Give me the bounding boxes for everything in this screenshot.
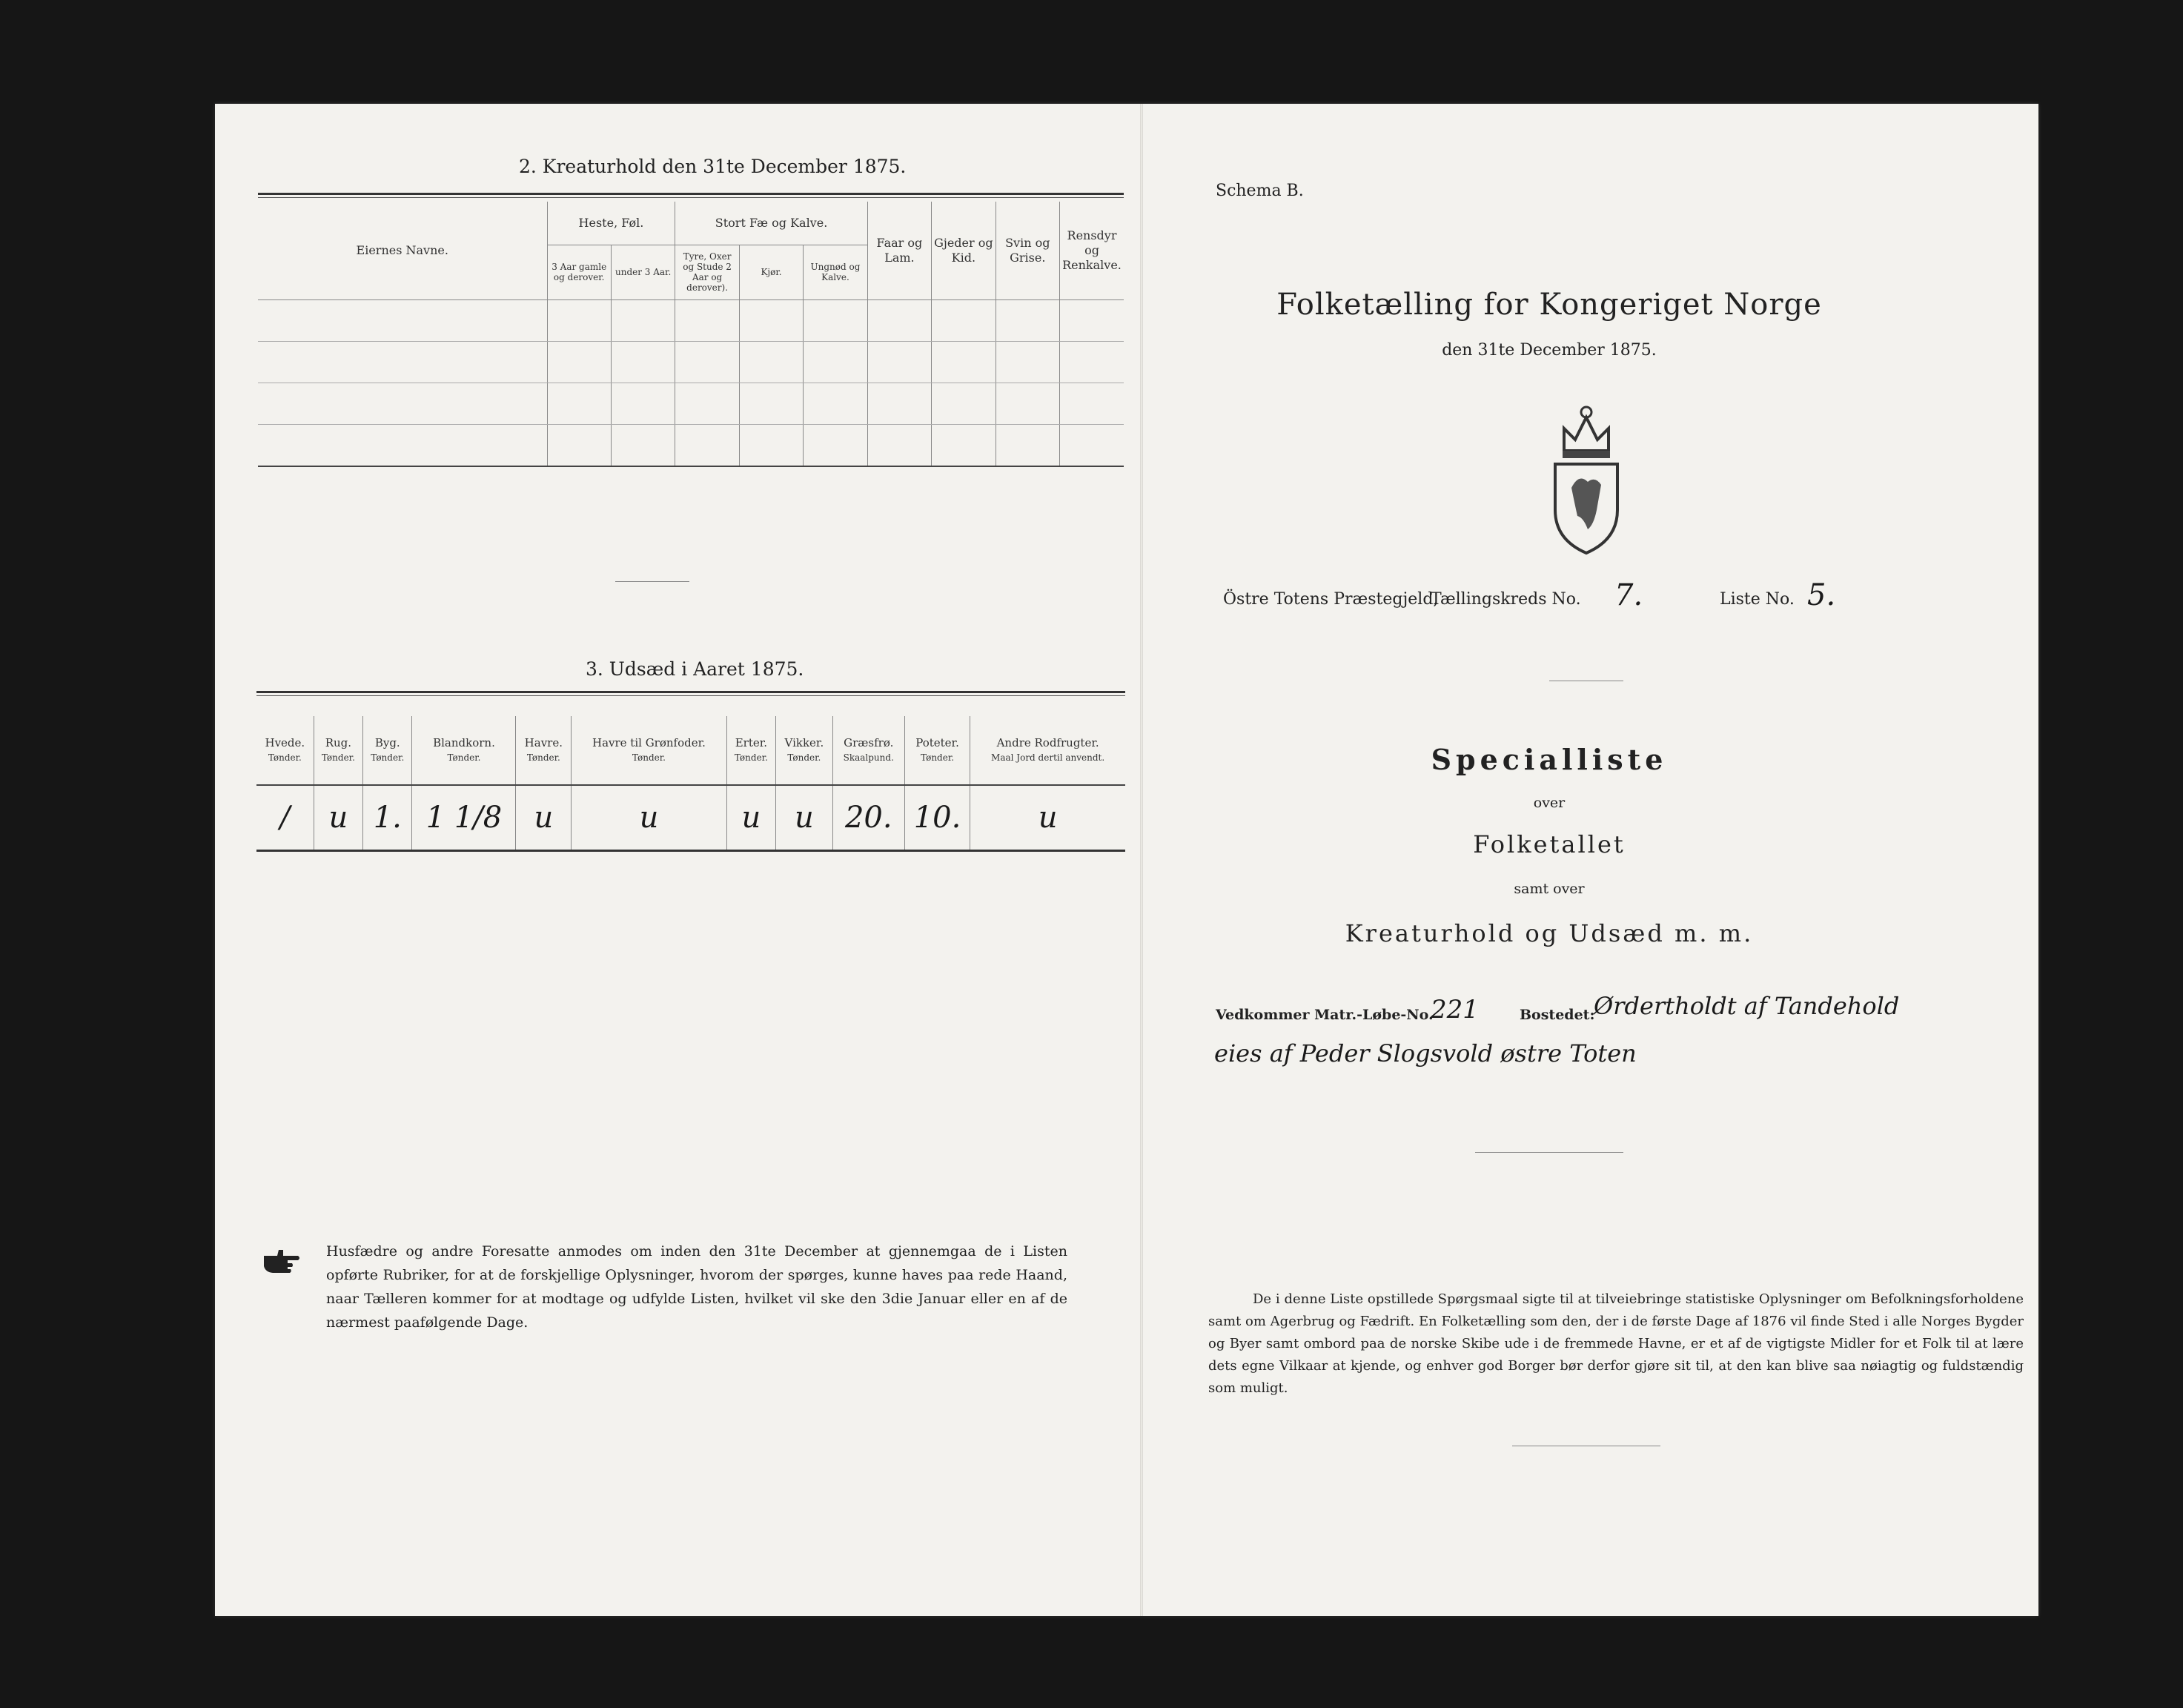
seed-column-name: Blandkorn. xyxy=(433,736,495,749)
seed-value-cell: 1 1/8 xyxy=(412,785,516,851)
matr-label: Vedkommer Matr.-Løbe-No. xyxy=(1216,1007,1434,1023)
seed-column-header xyxy=(832,716,904,785)
seed-column-name: Rug. xyxy=(325,736,352,749)
section2-top-rule xyxy=(258,193,1124,198)
owner-names-header: Eiernes Navne. xyxy=(258,202,547,299)
seed-column-unit: Tønder. xyxy=(734,752,768,763)
seed-column-unit: Skaalpund. xyxy=(843,752,894,763)
kreds-label: Tællingskreds No. xyxy=(1431,590,1581,609)
document-page xyxy=(215,104,2038,1616)
seed-column-name: Vikker. xyxy=(784,736,824,749)
page-title: Folketælling for Kongeriget Norge xyxy=(1276,288,1822,322)
over-text: over xyxy=(1533,795,1566,811)
sheep-header: Faar og Lam. xyxy=(867,202,931,299)
info-text: De i denne Liste opstillede Spørgsmaal sigte til at tilveiebringe statistiske Oplysninger om Befolkningsforholdene samt om Agerbrug og Fædrift. En Folketælling som den, der i de første Dage af 1876 vil finde Sted i alle Norges Bygder og Byer samt ombord paa de norske Skibe ude i de fremmede Havne, er et af de vigtigste Midler for et Folk til at lære dets egne Vilkaar at kjende, og enhver god Borger bør derfor gjøre sit til, at den kan blive saa nøiagtig og fuldstændig som muligt. xyxy=(1208,1291,2024,1396)
liste-label: Liste No. xyxy=(1720,590,1795,609)
seed-value-cell: u xyxy=(726,785,775,851)
seed-column-unit: Tønder. xyxy=(526,752,560,763)
separator xyxy=(1475,1152,1623,1153)
page-spine xyxy=(1140,104,1143,1616)
folketallet-heading: Folketallet xyxy=(1473,830,1626,858)
seed-column-name: Poteter. xyxy=(915,736,959,749)
notice-text: Husfædre og andre Foresatte anmodes om inden den 31te December at gjennemgaa de i Listen opførte Rubriker, for at de forskjellige Oplysninger, hvorom der spørges, kunne haves paa rede Haand, naar Tælleren kommer for at modtage og udfylde Listen, hvilket vil ske den 3die Januar eller en af de nærmest paafølgende Dage. xyxy=(326,1243,1067,1331)
table-row xyxy=(258,299,1124,341)
bostedet-value-line2: eies af Peder Slogsvold østre Toten xyxy=(1214,1039,1637,1068)
livestock-table xyxy=(258,202,1124,467)
bulls-header: Tyre, Oxer og Stude 2 Aar og derover). xyxy=(675,245,739,299)
seed-value-cell: / xyxy=(256,785,314,851)
seed-column-unit: Tønder. xyxy=(371,752,405,763)
samt-over-text: samt over xyxy=(1514,881,1585,897)
pointing-hand-icon xyxy=(262,1245,301,1275)
seed-column-header xyxy=(314,716,362,785)
matr-value: 221 xyxy=(1431,995,1479,1025)
seed-table xyxy=(256,716,1125,852)
seed-value-cell: 10. xyxy=(904,785,970,851)
seed-column-header xyxy=(904,716,970,785)
seed-value-cell: u xyxy=(572,785,726,851)
table-row xyxy=(258,341,1124,383)
seed-column-header xyxy=(572,716,726,785)
section3-title: 3. Udsæd i Aaret 1875. xyxy=(586,658,804,680)
bostedet-label: Bostedet: xyxy=(1520,1007,1595,1023)
seed-column-unit: Tønder. xyxy=(321,752,355,763)
seed-value-cell: 1. xyxy=(363,785,412,851)
section3-top-rule xyxy=(256,691,1125,696)
kreds-value: 7. xyxy=(1614,578,1643,612)
seed-column-unit: Maal Jord dertil anvendt. xyxy=(991,752,1105,763)
seed-column-name: Havre. xyxy=(524,736,563,749)
seed-column-unit: Tønder. xyxy=(268,752,302,763)
separator xyxy=(615,581,689,582)
cattle-header: Stort Fæ og Kalve. xyxy=(675,202,867,245)
seed-column-header xyxy=(970,716,1125,785)
seed-column-name: Hvede. xyxy=(265,736,305,749)
schema-label: Schema B. xyxy=(1216,182,1304,200)
pigs-header: Svin og Grise. xyxy=(996,202,1059,299)
liste-value: 5. xyxy=(1807,578,1836,612)
horses-3yr-header: 3 Aar gamle og derover. xyxy=(547,245,611,299)
kreaturhold-heading: Kreaturhold og Udsæd m. m. xyxy=(1345,919,1754,947)
seed-value-cell: u xyxy=(516,785,572,851)
seed-column-unit: Tønder. xyxy=(447,752,481,763)
seed-column-name: Byg. xyxy=(374,736,400,749)
cows-header: Kjør. xyxy=(739,245,803,299)
bostedet-value-line1: Ørdertholdt af Tandehold xyxy=(1594,992,1900,1020)
seed-column-header xyxy=(516,716,572,785)
seed-column-name: Andre Rodfrugter. xyxy=(996,736,1099,749)
seed-column-name: Havre til Grønfoder. xyxy=(592,736,706,749)
seed-column-header xyxy=(363,716,412,785)
young-cattle-header: Ungnød og Kalve. xyxy=(804,245,867,299)
seed-value-cell: 20. xyxy=(832,785,904,851)
specialliste-heading: Specialliste xyxy=(1431,743,1668,776)
seed-value-cell: u xyxy=(314,785,362,851)
table-row xyxy=(258,383,1124,424)
horses-header: Heste, Føl. xyxy=(547,202,675,245)
seed-column-name: Erter. xyxy=(735,736,768,749)
horses-under3-header: under 3 Aar. xyxy=(611,245,675,299)
seed-column-header xyxy=(256,716,314,785)
table-row xyxy=(258,424,1124,466)
seed-column-unit: Tønder. xyxy=(632,752,666,763)
prestegjeld-label: Östre Totens Præstegjeld, xyxy=(1223,590,1439,609)
seed-column-name: Græsfrø. xyxy=(844,736,894,749)
coat-of-arms-emblem xyxy=(1542,399,1631,556)
goats-header: Gjeder og Kid. xyxy=(932,202,996,299)
section2-title: 2. Kreaturhold den 31te December 1875. xyxy=(519,156,907,177)
seed-column-header xyxy=(776,716,833,785)
reindeer-header: Rensdyr og Renkalve. xyxy=(1060,202,1124,299)
seed-column-header xyxy=(726,716,775,785)
seed-value-cell: u xyxy=(776,785,833,851)
seed-value-cell: u xyxy=(970,785,1125,851)
seed-column-unit: Tønder. xyxy=(921,752,955,763)
seed-column-unit: Tønder. xyxy=(787,752,821,763)
page-subtitle: den 31te December 1875. xyxy=(1442,341,1657,360)
seed-column-header xyxy=(412,716,516,785)
